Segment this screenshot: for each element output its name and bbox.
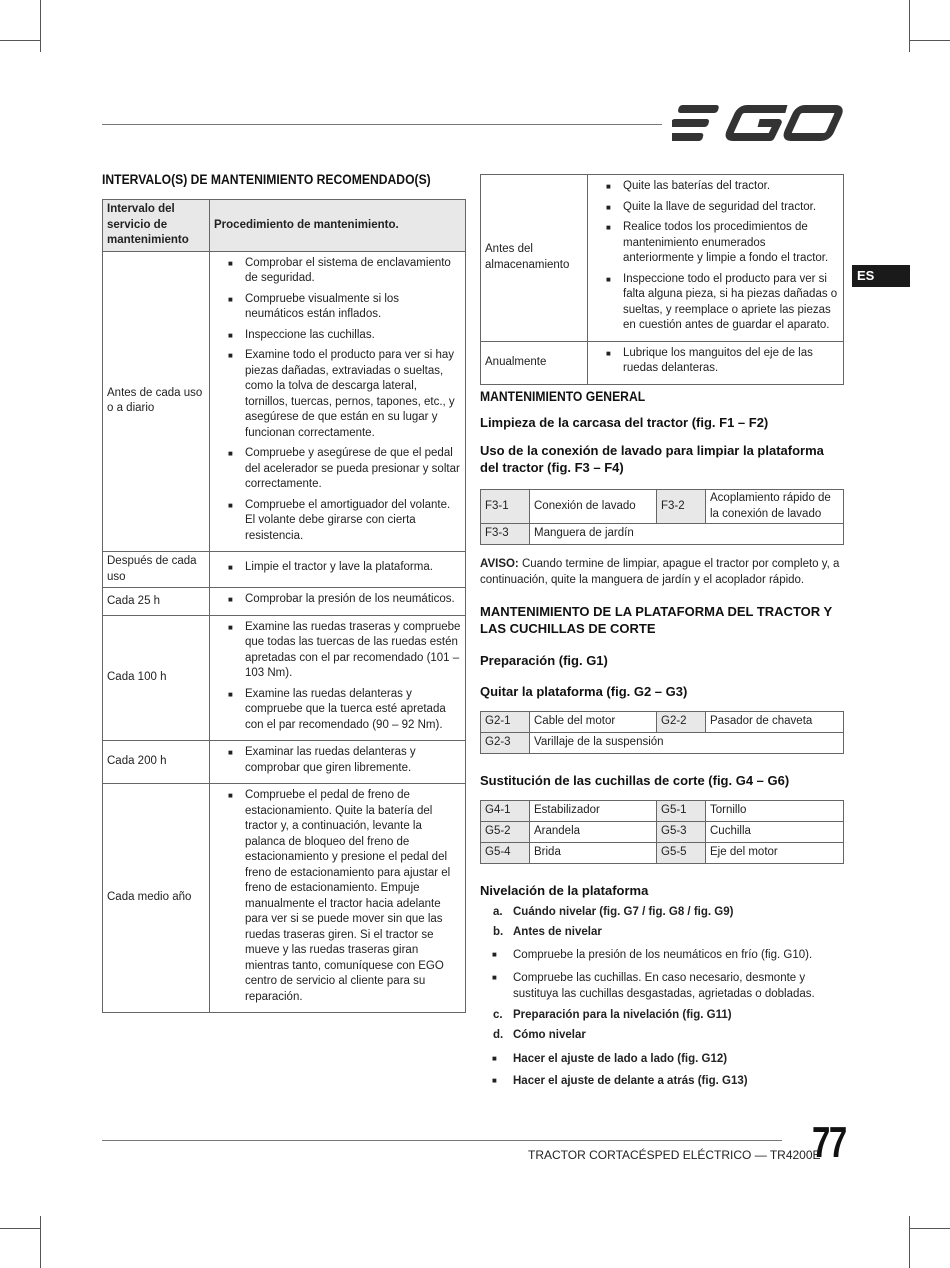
ref-label: Cuchilla xyxy=(706,822,844,843)
interval-cell: Cada 200 h xyxy=(103,741,210,784)
step-letter: b. xyxy=(493,926,504,938)
page-number: 77 xyxy=(812,1118,846,1167)
list-item: ■ Compruebe y asegúrese de que el pedal del acelerador se pueda presionar y soltar correctamente. xyxy=(214,446,461,493)
ref-label: Varillaje de la suspensión xyxy=(530,733,844,754)
table-row xyxy=(481,822,844,843)
maintenance-table xyxy=(102,199,466,1013)
table-row xyxy=(103,552,466,588)
list-item: ■ Examine las ruedas traseras y compruebe que todas las tuercas de las ruedas estén apretadas con el par recomendado (101 – 103 Nm). xyxy=(214,620,461,682)
notice-label: AVISO: xyxy=(480,558,519,570)
notice-text: Cuando termine de limpiar, apague el tractor por completo y, a continuación, quite la manguera de jardín y el acoplador rápido. xyxy=(480,558,840,586)
notice-paragraph xyxy=(480,556,844,588)
ref-code: G5-3 xyxy=(657,822,706,843)
crop-mark xyxy=(40,1216,41,1268)
procedure-cell xyxy=(588,175,844,342)
crop-mark xyxy=(909,0,910,52)
crop-mark xyxy=(909,1216,910,1268)
g4-reference-table xyxy=(480,800,844,864)
table-row xyxy=(481,801,844,822)
ref-label: Tornillo xyxy=(706,801,844,822)
interval-cell: Antes de cada uso o a diario xyxy=(103,251,210,552)
ref-label: Pasador de chaveta xyxy=(706,712,844,733)
procedure-cell xyxy=(210,741,466,784)
step-letter: c. xyxy=(493,1009,503,1021)
ref-label: Brida xyxy=(530,843,657,864)
blade-replacement-heading: Sustitución de las cuchillas de corte (fig. G4 – G6) xyxy=(480,773,790,788)
list-item: ■ Examinar las ruedas delanteras y comprobar que giren libremente. xyxy=(214,745,461,776)
table-row xyxy=(481,843,844,864)
bullet-square-icon: ■ xyxy=(492,1054,497,1063)
interval-cell: Cada medio año xyxy=(103,784,210,1013)
crop-mark xyxy=(0,1228,40,1229)
ref-code: F3-2 xyxy=(657,490,706,524)
header-interval: Intervalo del servicio de mantenimiento xyxy=(103,200,210,252)
list-item: ■ Examine todo el producto para ver si hay piezas dañadas, extraviadas o sueltas, como la tolva de descarga lateral, tornillos, tuercas, pernos, tapones, etc., y asegúrese de que están en su lugar y funcionan correctamente. xyxy=(214,348,461,441)
table-row xyxy=(103,251,466,552)
ego-logo xyxy=(672,103,844,143)
ref-label: Acoplamiento rápido de la conexión de lavado xyxy=(706,490,844,524)
list-item: ■ Examine las ruedas delanteras y compruebe que la tuerca esté apretada con el par recomendado (90 – 92 Nm). xyxy=(214,687,461,734)
table-row xyxy=(481,524,844,545)
table-row xyxy=(481,733,844,754)
header-procedure: Procedimiento de mantenimiento. xyxy=(210,200,466,252)
list-item: ■ Limpie el tractor y lave la plataforma. xyxy=(214,560,461,576)
ref-code: G2-2 xyxy=(657,712,706,733)
procedure-cell xyxy=(210,552,466,588)
list-item: ■ Inspeccione las cuchillas. xyxy=(214,328,461,344)
bullet-text: Hacer el ajuste de delante a atrás (fig. G13) xyxy=(513,1075,748,1087)
list-item: ■ Realice todos los procedimientos de mantenimiento enumerados anteriormente y limpie a fondo el tractor. xyxy=(592,220,839,267)
f3-reference-table xyxy=(480,489,844,545)
ref-code: G4-1 xyxy=(481,801,530,822)
procedure-cell xyxy=(588,341,844,384)
table-row xyxy=(481,712,844,733)
table-row xyxy=(103,615,466,741)
ref-label: Cable del motor xyxy=(530,712,657,733)
crop-mark xyxy=(40,0,41,52)
list-item: ■ Comprobar la presión de los neumáticos. xyxy=(214,592,461,608)
footer-rule xyxy=(102,1140,782,1141)
bullet-text: Hacer el ajuste de lado a lado (fig. G12) xyxy=(513,1053,728,1065)
table-row xyxy=(103,741,466,784)
crop-mark xyxy=(0,40,40,41)
ref-label: Manguera de jardín xyxy=(530,524,844,545)
bullet-square-icon: ■ xyxy=(492,950,497,959)
list-item: ■ Compruebe el pedal de freno de estacionamiento. Quite la batería del tractor y, a continuación, levante la palanca de bloqueo del freno de estacionamiento y presione el pedal del freno de estacionamiento para ajustar el freno de estacionamiento. Empuje manualmente el tractor hacia adelante para ver si se puede mover sin que las ruedas traseras giren. Si el tractor se mueve y las ruedas traseras giran mientras tanto, comuníquese con EGO centro de servicio al cliente para su reparación. xyxy=(214,788,461,1005)
cleaning-heading: Limpieza de la carcasa del tractor (fig. F1 – F2) xyxy=(480,415,769,430)
interval-cell: Anualmente xyxy=(481,341,588,384)
table-row xyxy=(481,341,844,384)
general-maintenance-heading: MANTENIMIENTO GENERAL xyxy=(480,389,646,404)
bullet-text: Compruebe las cuchillas. En caso necesario, desmonte y sustituya las cuchillas desgastadas, agrietadas o dobladas. xyxy=(513,972,815,1000)
ref-code: G5-2 xyxy=(481,822,530,843)
bullet-text: Compruebe la presión de los neumáticos en frío (fig. G10). xyxy=(513,949,813,961)
ref-code: G5-4 xyxy=(481,843,530,864)
procedure-cell xyxy=(210,588,466,616)
footer-title: TRACTOR CORTACÉSPED ELÉCTRICO — TR4200E xyxy=(528,1148,821,1162)
language-tab: ES xyxy=(852,265,910,287)
ref-label: Conexión de lavado xyxy=(530,490,657,524)
list-item: ■ Inspeccione todo el producto para ver si falta alguna pieza, si ha piezas dañadas o sueltas, y reemplace o apriete las piezas en cuestión antes de guardar el aparato. xyxy=(592,272,839,334)
ref-code: G2-1 xyxy=(481,712,530,733)
table-row xyxy=(481,175,844,342)
interval-cell: Cada 25 h xyxy=(103,588,210,616)
crop-mark xyxy=(910,40,950,41)
table-row xyxy=(481,490,844,524)
ref-code: G5-1 xyxy=(657,801,706,822)
table-header-row xyxy=(103,200,466,252)
wash-connection-heading: Uso de la conexión de lavado para limpiar la plataforma del tractor (fig. F3 – F4) xyxy=(480,443,824,475)
maintenance-table-continued xyxy=(480,174,844,385)
ref-code: G5-5 xyxy=(657,843,706,864)
list-item: ■ Quite las baterías del tractor. xyxy=(592,179,839,195)
ref-code: F3-1 xyxy=(481,490,530,524)
maintenance-intervals-heading: INTERVALO(S) DE MANTENIMIENTO RECOMENDADO(S) xyxy=(102,172,431,187)
ref-label: Estabilizador xyxy=(530,801,657,822)
list-item: ■ Comprobar el sistema de enclavamiento de seguridad. xyxy=(214,256,461,287)
step-letter: a. xyxy=(493,906,503,918)
interval-cell: Después de cada uso xyxy=(103,552,210,588)
table-row xyxy=(103,588,466,616)
crop-mark xyxy=(910,1228,950,1229)
interval-cell: Antes del almacenamiento xyxy=(481,175,588,342)
bullet-square-icon: ■ xyxy=(492,1076,497,1085)
ref-code: F3-3 xyxy=(481,524,530,545)
ref-code: G2-3 xyxy=(481,733,530,754)
step-text: Preparación para la nivelación (fig. G11) xyxy=(513,1009,732,1021)
table-row xyxy=(103,784,466,1013)
step-text: Cuándo nivelar (fig. G7 / fig. G8 / fig. G9) xyxy=(513,906,734,918)
remove-deck-heading: Quitar la plataforma (fig. G2 – G3) xyxy=(480,684,688,699)
deck-maintenance-heading: MANTENIMIENTO DE LA PLATAFORMA DEL TRACTOR Y LAS CUCHILLAS DE CORTE xyxy=(480,604,832,636)
header-rule xyxy=(102,124,662,125)
g2-reference-table xyxy=(480,711,844,754)
list-item: ■ Compruebe visualmente si los neumáticos están inflados. xyxy=(214,292,461,323)
deck-leveling-heading: Nivelación de la plataforma xyxy=(480,883,649,898)
procedure-cell xyxy=(210,784,466,1013)
list-item: ■ Quite la llave de seguridad del tractor. xyxy=(592,200,839,216)
list-item: ■ Compruebe el amortiguador del volante. El volante debe girarse con cierta resistencia. xyxy=(214,498,461,545)
step-text: Cómo nivelar xyxy=(513,1029,586,1041)
procedure-cell xyxy=(210,251,466,552)
step-text: Antes de nivelar xyxy=(513,926,602,938)
procedure-cell xyxy=(210,615,466,741)
bullet-square-icon: ■ xyxy=(492,973,497,982)
list-item: ■ Lubrique los manguitos del eje de las ruedas delanteras. xyxy=(592,346,839,377)
preparation-heading: Preparación (fig. G1) xyxy=(480,653,608,668)
step-letter: d. xyxy=(493,1029,504,1041)
interval-cell: Cada 100 h xyxy=(103,615,210,741)
ref-label: Arandela xyxy=(530,822,657,843)
ref-label: Eje del motor xyxy=(706,843,844,864)
